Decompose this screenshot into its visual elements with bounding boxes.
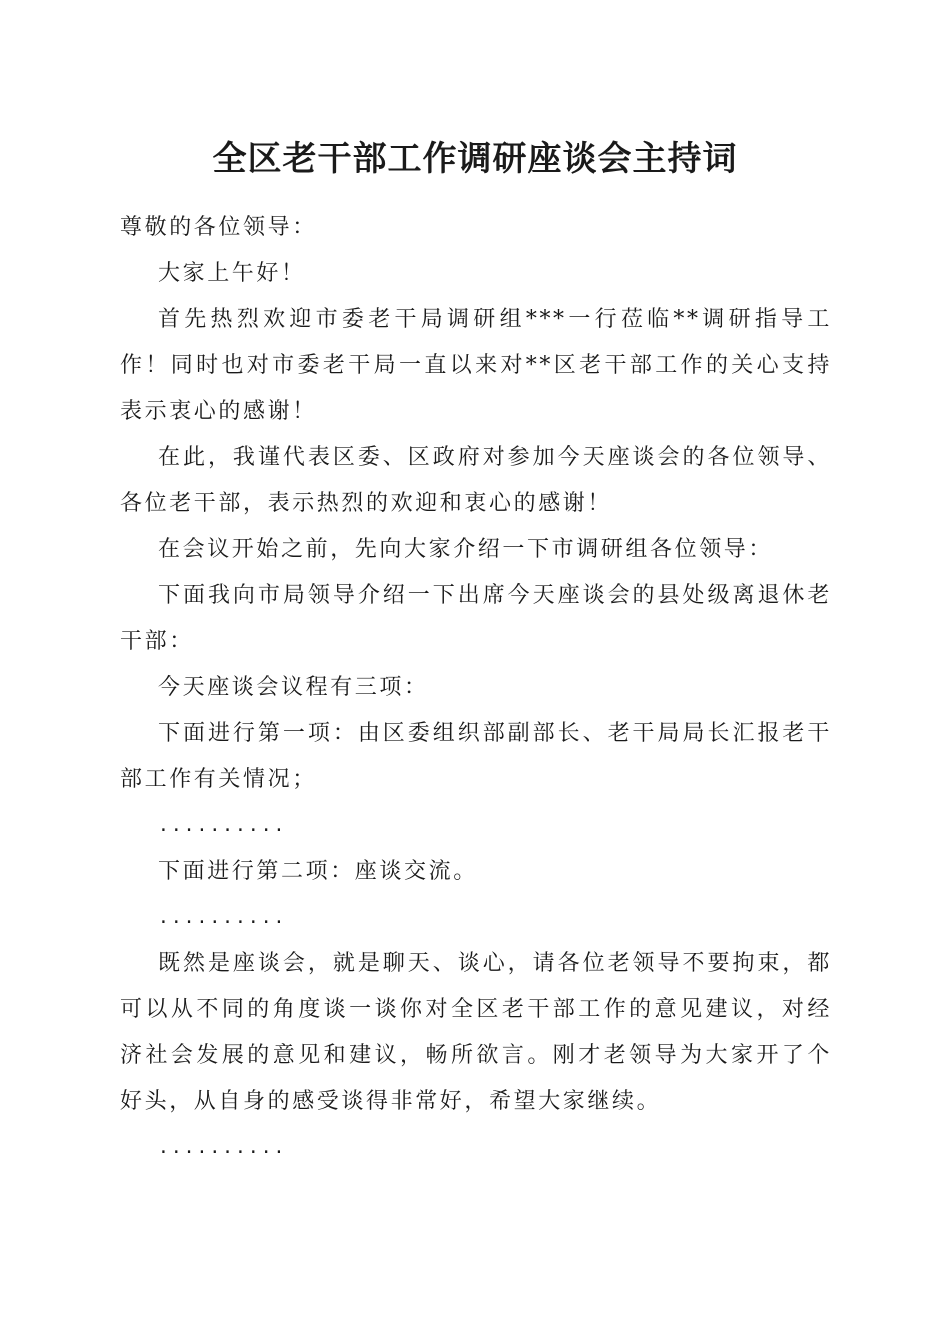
document-body (120, 205, 832, 1171)
paragraph-agenda: 今天座谈会议程有三项： (158, 675, 429, 700)
paragraph-item-two: 下面进行第二项：座谈交流。 (158, 859, 478, 884)
document-title: 全区老干部工作调研座谈会主持词 (212, 139, 738, 179)
paragraph-item-one: 下面进行第一项：由区委组织部副部长、老干局局长汇报老干部工作有关情况； (120, 721, 832, 792)
ellipsis-separator: .......... (158, 1137, 287, 1158)
salutation: 尊敬的各位领导： (120, 215, 317, 240)
paragraph-discussion: 既然是座谈会，就是聊天、谈心，请各位老领导不要拘束，都可以从不同的角度谈一谈你对全区老干部工作的意见建议，对经济社会发展的意见和建议，畅所欲言。刚才老领导为大家开了个好头，从自身的感受谈得非常好，希望大家继续。 (120, 951, 832, 1114)
paragraph-thanks: 在此，我谨代表区委、区政府对参加今天座谈会的各位领导、各位老干部，表示热烈的欢迎和衷心的感谢！ (120, 445, 832, 516)
paragraph-welcome: 首先热烈欢迎市委老干局调研组***一行莅临**调研指导工作！同时也对市委老干局一直以来对**区老干部工作的关心支持表示衷心的感谢！ (120, 307, 832, 424)
ellipsis-separator: .......... (158, 815, 287, 836)
paragraph-introduce-cadres: 下面我向市局领导介绍一下出席今天座谈会的县处级离退休老干部： (120, 583, 832, 654)
ellipsis-separator: .......... (158, 907, 287, 928)
paragraph-introduce-team: 在会议开始之前，先向大家介绍一下市调研组各位领导： (158, 537, 774, 562)
paragraph-greeting: 大家上午好！ (158, 261, 306, 286)
